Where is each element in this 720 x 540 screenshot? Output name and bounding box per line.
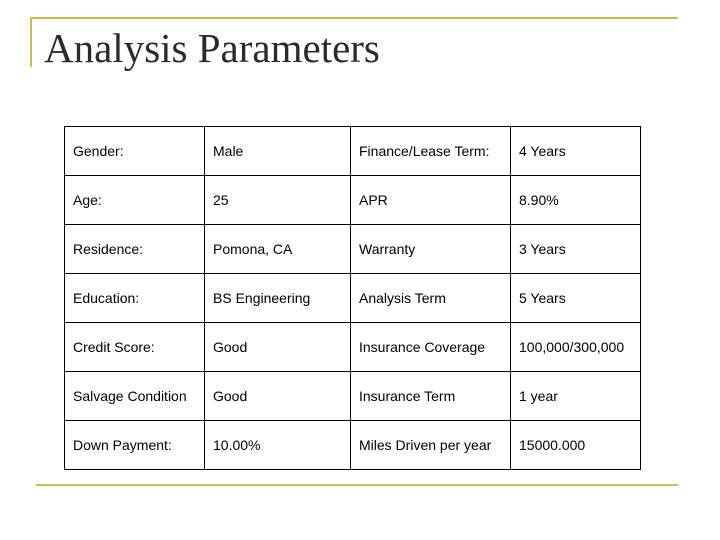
parameter-label: Miles Driven per year <box>351 421 511 470</box>
parameter-value: Male <box>205 127 351 176</box>
parameter-label: Salvage Condition <box>65 372 205 421</box>
parameter-value: Good <box>205 323 351 372</box>
parameter-label: Warranty <box>351 225 511 274</box>
parameter-value: BS Engineering <box>205 274 351 323</box>
parameter-label: Insurance Term <box>351 372 511 421</box>
parameter-value: 4 Years <box>511 127 641 176</box>
parameter-label: Down Payment: <box>65 421 205 470</box>
left-accent-rule <box>30 17 32 67</box>
page-title: Analysis Parameters <box>44 25 380 71</box>
parameter-value: 1 year <box>511 372 641 421</box>
parameter-label: Education: <box>65 274 205 323</box>
parameter-value: 3 Years <box>511 225 641 274</box>
parameter-label: Analysis Term <box>351 274 511 323</box>
parameter-value: 15000.000 <box>511 421 641 470</box>
parameters-table <box>64 126 641 470</box>
parameter-value: 25 <box>205 176 351 225</box>
parameter-value: 8.90% <box>511 176 641 225</box>
parameter-label: APR <box>351 176 511 225</box>
table-row <box>65 372 641 421</box>
parameter-value: Good <box>205 372 351 421</box>
parameter-label: Residence: <box>65 225 205 274</box>
bottom-accent-rule <box>36 484 678 486</box>
parameter-label: Finance/Lease Term: <box>351 127 511 176</box>
parameter-value: 100,000/300,000 <box>511 323 641 372</box>
table-row <box>65 225 641 274</box>
parameter-label: Age: <box>65 176 205 225</box>
parameter-value: Pomona, CA <box>205 225 351 274</box>
table-row <box>65 176 641 225</box>
parameter-value: 10.00% <box>205 421 351 470</box>
table-row <box>65 421 641 470</box>
table-row <box>65 274 641 323</box>
top-accent-rule <box>30 17 678 19</box>
table-row <box>65 127 641 176</box>
parameter-label: Insurance Coverage <box>351 323 511 372</box>
table-row <box>65 323 641 372</box>
parameter-label: Credit Score: <box>65 323 205 372</box>
parameter-value: 5 Years <box>511 274 641 323</box>
parameter-label: Gender: <box>65 127 205 176</box>
